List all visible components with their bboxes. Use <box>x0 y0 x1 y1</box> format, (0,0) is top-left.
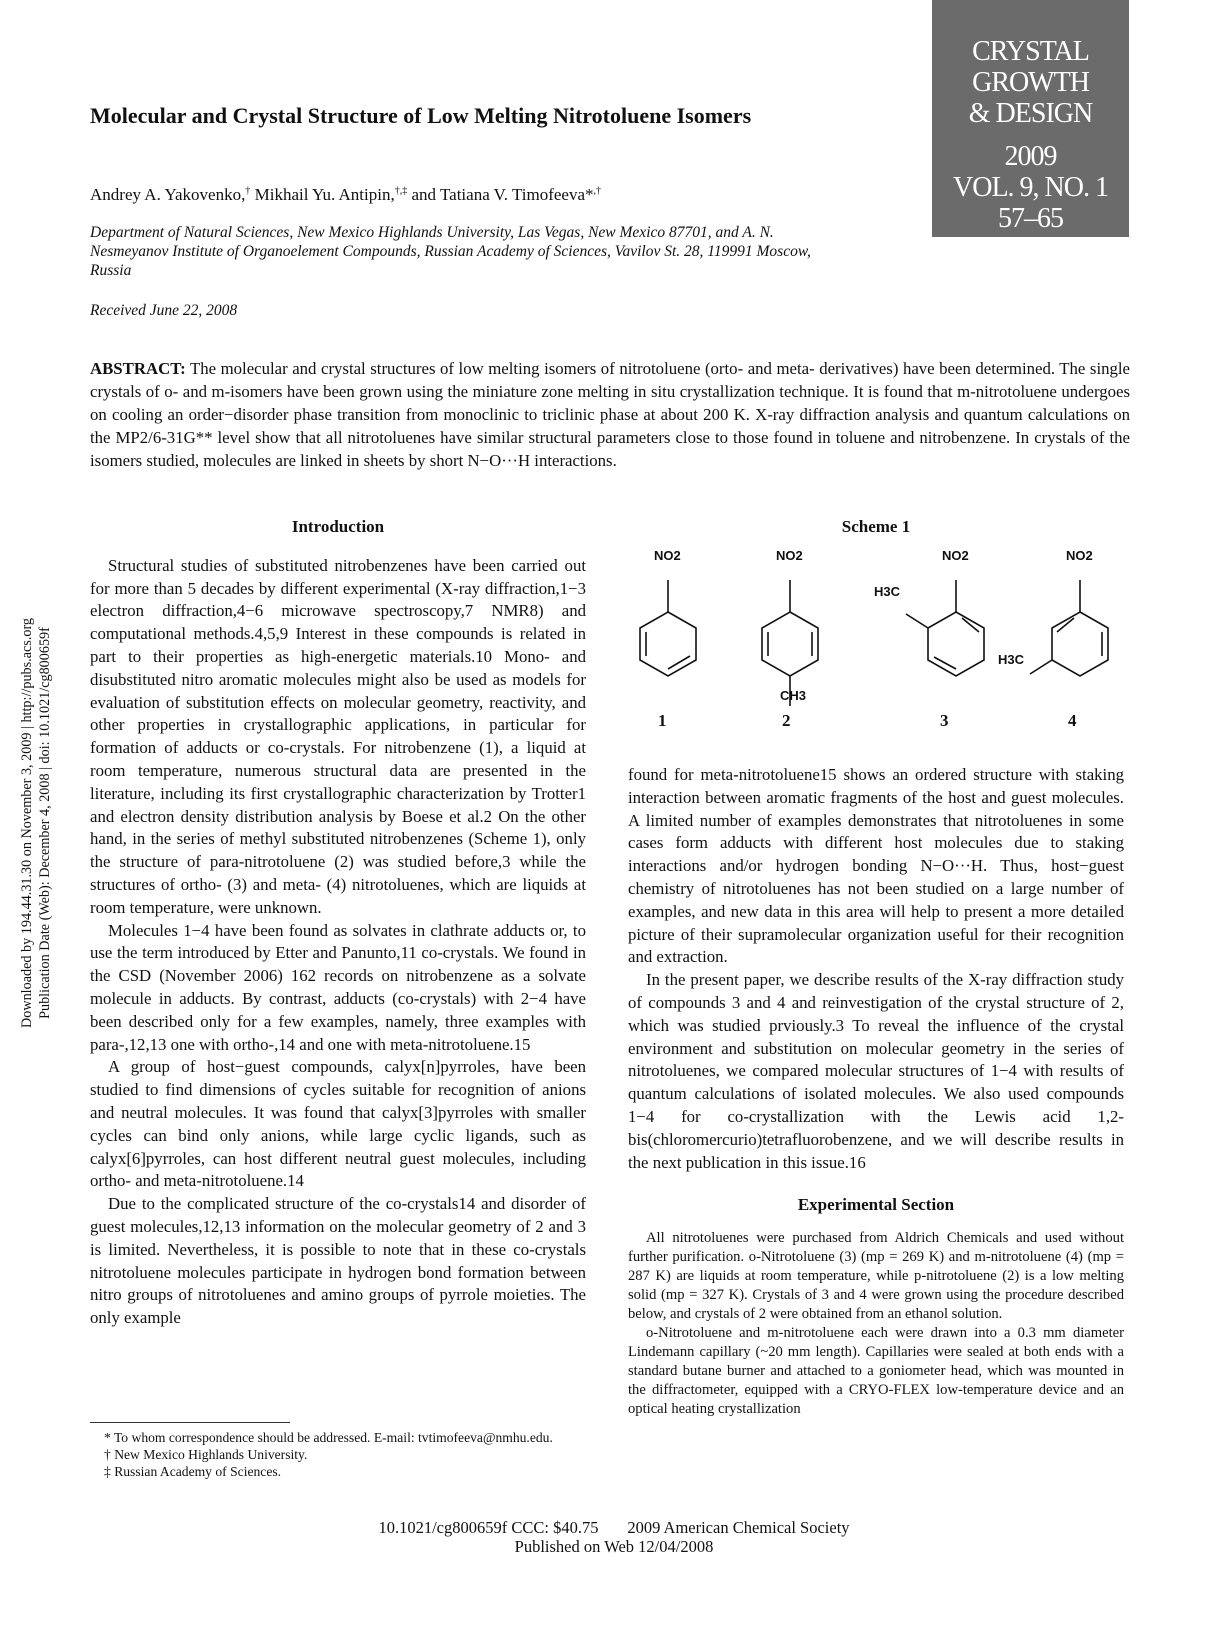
footnotes <box>90 1422 586 1480</box>
abstract-label: ABSTRACT: <box>90 359 186 378</box>
journal-banner <box>932 0 1129 237</box>
author: and Tatiana V. Timofeeva* <box>407 185 594 204</box>
page-footer <box>0 1518 1228 1556</box>
no2-label: NO2 <box>654 548 681 563</box>
author-mark: ,† <box>593 185 601 197</box>
paragraph: o-Nitrotoluene and m-nitrotoluene each were drawn into a 0.3 mm diameter Lindemann capillary (~20 mm length). Capillaries were sealed at both ends with a standard butane burner and attached to a goniometer head, which was mounted in the diffractometer, equipped with a CRYO-FLEX low-temperature device and an optical heating crystallization <box>628 1325 1124 1418</box>
paragraph: Molecules 1−4 have been found as solvates in clathrate adducts or, to use the term introduced by Etter and Panunto,11 co-crystals. We found in the CSD (November 2006) 162 records on nitrobenzene as a solvate molecule in adducts. By contrast, adducts (co-crystals) with 2−4 have been described only for a few examples, namely, three examples with para-,12,13 one with ortho-,14 and one with meta-nitrotoluene.15 <box>90 920 586 1054</box>
paragraph: A group of host−guest compounds, calyx[n]pyrroles, have been studied to find dimensions of cycles suitable for recognition of anions and neutral molecules. It was found that calyx[3]pyrroles with smaller cycles can bind only anions, while large cyclic ligands, such as calyx[6]pyrroles, can host different neutral guest molecules, including ortho- and meta-nitrotoluene.14 <box>90 1057 586 1191</box>
paragraph: In the present paper, we describe results of the X-ray diffraction study of compounds 3 and 4 and reinvestigation of the crystal structure of 2, which was studied prviously.3 To reveal the influence of the crystal environment and substitution on molecular geometry in the series of nitrotoluenes, we compared molecular structures of 1−4 with results of quantum calculations of isolated molecules. We also used compounds 1−4 for co-crystallization with the Lewis acid 1,2-bis(chloromercurio)tetrafluorobenzene, and we will describe results in the next publication in this issue.16 <box>628 970 1124 1172</box>
scheme-1-structures <box>628 540 1124 750</box>
abstract <box>90 357 1130 472</box>
compound-label: 2 <box>782 711 791 730</box>
no2-label: NO2 <box>1066 548 1093 563</box>
side-note-line: Downloaded by 194.44.31.30 on November 3, 2009 | http://pubs.acs.org <box>19 617 35 1029</box>
journal-name-line: GROWTH <box>972 67 1089 98</box>
ch3-label: CH3 <box>780 688 807 703</box>
paragraph: found for meta-nitrotoluene15 shows an ordered structure with staking interaction between aromatic fragments of the host and guest molecules. A limited number of examples demonstrates that nitrotoluenes in some cases form adducts with different host molecules due to staking interactions and/or hydrogen bonding N−O···H. Thus, host−guest chemistry of nitrotoluenes has not been studied on a large number of examples, and new data in this area will help to present a more detailed picture of their supramolecular organization useful for their recognition and extraction. <box>628 765 1124 967</box>
right-column <box>628 516 1124 539</box>
abstract-text: The molecular and crystal structures of low melting isomers of nitrotoluene (orto- and meta- derivatives) have been determined. The single crystals of o- and m-isomers have been grown using the miniature zone melting in situ crystallization technique. It is found that m-nitrotoluene undergoes on cooling an order−disorder phase transition from monoclinic to triclinic phase at about 200 K. X-ray diffraction analysis and quantum calculations on the MP2/6-31G** level show that all nitrotoluenes have similar structural parameters close to those found in toluene and nitrobenzene. In crystals of the isomers studied, molecules are linked in sheets by short N−O···H interactions. <box>90 359 1130 470</box>
compound-label: 3 <box>940 711 949 730</box>
journal-year: 2009 <box>1004 141 1057 172</box>
compound-label: 1 <box>658 711 667 730</box>
scheme-heading: Scheme 1 <box>841 517 911 536</box>
h3c-label: H3C <box>998 652 1025 667</box>
section-heading-experimental: Experimental Section <box>797 1195 955 1215</box>
footer-published-line: Published on Web 12/04/2008 <box>514 1537 714 1556</box>
footnote: ‡ Russian Academy of Sciences. <box>104 1464 282 1479</box>
side-note-line: Publication Date (Web): December 4, 2008 | doi: 10.1021/cg800659f <box>37 627 53 1019</box>
footnote: † New Mexico Highlands University. <box>104 1447 308 1462</box>
author-list <box>90 185 601 205</box>
journal-name-line: CRYSTAL <box>972 36 1089 67</box>
no2-label: NO2 <box>942 548 969 563</box>
compound-label: 4 <box>1068 711 1077 730</box>
author: Andrey A. Yakovenko, <box>90 185 246 204</box>
molecule-3-ring <box>906 580 984 676</box>
footnote: * To whom correspondence should be addressed. E-mail: tvtimofeeva@nmhu.edu. <box>104 1430 553 1445</box>
paragraph: Due to the complicated structure of the co-crystals14 and disorder of guest molecules,12,13 information on the molecular geometry of 2 and 3 is limited. Nevertheless, it is possible to note that in these co-crystals nitrotoluene molecules participate in hydrogen bond formation between nitro groups of nitrotoluenes and amino groups of pyrrole moieties. The only example <box>90 1194 586 1328</box>
footnote-rule <box>90 1422 290 1423</box>
paragraph: All nitrotoluenes were purchased from Aldrich Chemicals and used without further purification. o-Nitrotoluene (3) (mp = 269 K) and m-nitrotoluene (4) (mp = 287 K) are liquids at room temperature, while p-nitrotoluene (2) is a low melting solid (mp = 327 K). Crystals of 3 and 4 were grown using the procedure described below, and crystals of 2 were obtained from an ethanol solution. <box>628 1230 1124 1323</box>
paper-title: Molecular and Crystal Structure of Low Melting Nitrotoluene Isomers <box>90 103 752 128</box>
received-date: Received June 22, 2008 <box>90 302 238 319</box>
section-heading-introduction: Introduction <box>291 517 385 536</box>
author-mark: † <box>245 185 251 197</box>
no2-label: NO2 <box>776 548 803 563</box>
footer-doi-line: 10.1021/cg800659f CCC: $40.75 2009 American Chemical Society <box>378 1518 850 1537</box>
paragraph: Structural studies of substituted nitrobenzenes have been carried out for more than 5 decades by different experimental (X-ray diffraction,1−3 electron diffraction,4−6 microwave spectroscopy,7 NMR8) and computational methods.4,5,9 Interest in these compounds is related in part to their properties as high-energetic materials.10 Mono- and disubstituted nitro aromatic molecules might also be used as models for evaluation of substitution effects on molecular geometry, reactivity, and other properties in crystallographic applications, in particular for formation of adducts or co-crystals. For nitrobenzene (1), a liquid at room temperature, numerous structural data are presented in the literature, including its first crystallographic characterization by Trotter1 and electron density distribution analysis by Boese et al.2 On the other hand, in the series of methyl substituted nitrobenzenes (Scheme 1), only the structure of para-nitrotoluene (2) was studied before,3 while the structures of ortho- (3) and meta- (4) nitrotoluenes, which are liquids at room temperature, were unknown. <box>90 555 586 917</box>
molecule-1-ring <box>640 580 696 676</box>
journal-name-line: & DESIGN <box>968 98 1093 129</box>
left-column <box>90 516 586 1330</box>
molecule-4-ring <box>1030 580 1108 676</box>
h3c-label: H3C <box>874 584 901 599</box>
download-side-note <box>6 590 66 1060</box>
author: Mikhail Yu. Antipin, <box>250 185 395 204</box>
affiliation: Department of Natural Sciences, New Mexico Highlands University, Las Vegas, New Mexico 87701, and A. N. Nesmeyanov Institute of Organoelement Compounds, Russian Academy of Sciences, Vavilov St. 28, 119991 Moscow, Russia <box>90 224 811 279</box>
journal-volume: VOL. 9, NO. 1 <box>953 172 1108 203</box>
journal-pages: 57–65 <box>998 203 1063 234</box>
author-mark: †,‡ <box>394 185 408 197</box>
right-column-body <box>628 764 1124 1419</box>
